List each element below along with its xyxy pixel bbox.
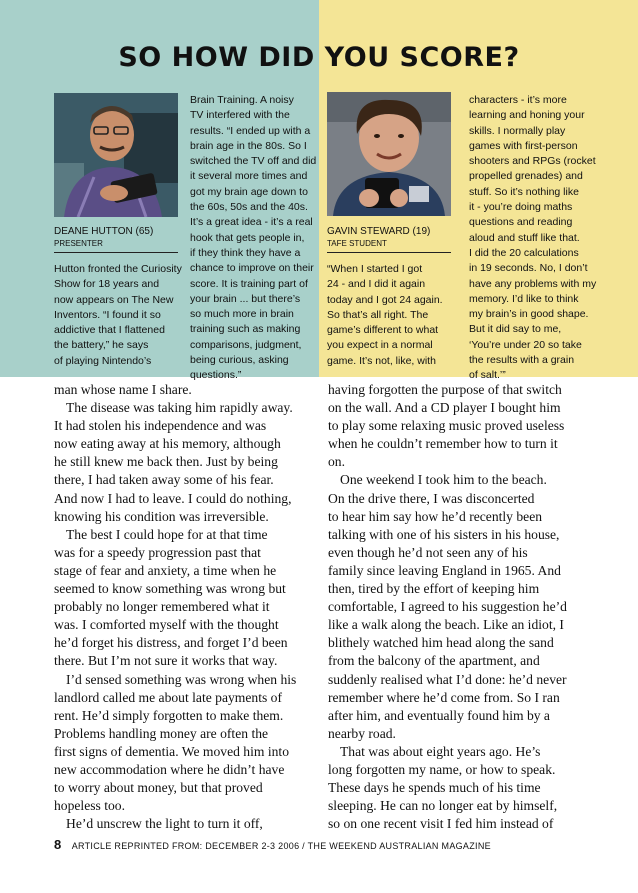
text-line: shooters and RPGs (rocket [469,155,596,168]
caption-divider [54,252,178,253]
text-line: results. “I ended up with a [190,124,311,137]
text-line: so on one recent visit I fed him instead of [328,816,554,832]
text-line: like a walk along the beach. Like an idiot, I [328,617,564,633]
headline: SO HOW DID YOU SCORE? [118,42,520,73]
text-line: of playing Nintendo’s [54,354,152,367]
text-line: questions and reading [469,216,573,229]
text-line: when he couldn’t remember how to turn it [328,436,558,452]
text-line: chance to improve on their [190,262,314,275]
text-line: in 19 seconds. No, I don’t [469,262,588,275]
text-line: game’s different to what [327,324,439,337]
text-line: the results with a grain [469,354,575,367]
text-line: to hear him say how he’d recently been [328,508,543,524]
text-line: brain age in the 80s. So I [190,139,307,152]
text-line: my brain’s in good shape. [469,308,589,321]
text-line: The disease was taking him rapidly away. [66,400,293,416]
text-line: hopeless too. [54,798,125,814]
text-line: first signs of dementia. We moved him into [54,743,290,759]
text-line: family since leaving England in 1965. And [328,562,561,578]
text-line: score. It is training part of [190,277,308,290]
text-line: stuff. So it’s nothing like [469,185,579,198]
text-line: so much more in brain [190,308,294,321]
text-line: games with first-person [469,139,578,152]
text-line: if they think they have a [190,246,301,259]
text-line: game. It’s not, like, with [327,354,436,367]
text-line: Inventors. “I found it so [54,308,161,321]
text-line: was. I comforted myself with the thought [54,617,279,633]
article-column-right [328,381,567,833]
text-line: I’d sensed something was wrong when his [66,671,297,687]
text-line: learning and honing your [469,109,585,122]
text-line: questions.” [190,369,242,382]
text-line: to play some relaxing music proved useless [328,418,565,434]
text-line: Show for 18 years and [54,278,160,291]
text-line: And now I had to leave. I could do nothing, [54,490,292,506]
text-line: It had stolen his independence and was [54,418,267,434]
footer-credit: ARTICLE REPRINTED FROM: DECEMBER 2-3 2006 / THE WEEKEND AUSTRALIAN MAGAZINE [71,841,491,851]
text-line: nearby road. [328,725,396,741]
text-line: the battery,” he says [54,339,149,352]
text-line: now appears on The New [54,293,174,306]
text-line: being curious, asking [190,354,289,367]
gavin-steward-name: GAVIN STEWARD (19) [327,226,431,237]
gavin-steward-role: TAFE STUDENT [327,239,387,248]
text-line: That was about eight years ago. He’s [340,743,541,759]
text-line: then, tired by the effort of keeping him [328,581,540,597]
text-line: on. [328,454,345,470]
text-line: The best I could hope for at that time [66,526,268,542]
text-line: your brain ... but there’s [190,292,301,305]
text-line: after him, and eventually found him by a [328,707,550,723]
text-line: was for a speedy progression past that [54,544,261,560]
text-line: there, I had taken away some of his fear. [54,472,274,488]
page-number: 8 [54,837,62,852]
gavin-steward-quote-continued [469,93,596,384]
text-line: he still knew me back then. Just by being [54,454,278,470]
deane-hutton-quote [190,93,316,384]
text-line: Brain Training. A noisy [190,94,294,106]
text-line: Hutton fronted the Curiosity [54,263,182,275]
gavin-steward-photo [327,92,451,216]
text-line: addictive that I flattened [54,324,165,337]
text-line: seemed to know something was wrong but [54,581,286,597]
text-line: man whose name I share. [54,382,192,397]
text-line: landlord called me about late payments of [54,689,282,705]
caption-divider [327,252,451,253]
text-line: to worry about money, but that proved [54,780,263,796]
text-line: He’d unscrew the light to turn it off, [66,816,263,832]
text-line: remember where he’d come from. So I ran [328,689,560,705]
text-line: sleeping. He can no longer eat by himself, [328,798,558,814]
text-line: have any problems with my [469,277,597,290]
text-line: characters - it’s more [469,94,567,106]
deane-hutton-photo [54,93,178,217]
text-line: of salt.’” [469,369,506,382]
text-line: comfortable, I agreed to his suggestion he’d [328,599,567,615]
text-line: now eating away at his memory, although [54,436,281,452]
page-footer [54,836,491,854]
text-line: propelled grenades) and [469,170,583,183]
text-line: it - you’re doing maths [469,201,573,214]
deane-hutton-intro [54,262,182,369]
text-line: 24 - and I did it again [327,278,426,291]
deane-hutton-role: PRESENTER [54,239,103,248]
text-line: aloud and stuff like that. [469,231,580,244]
text-line: training such as making [190,323,301,336]
text-line: you expect in a normal [327,339,433,352]
text-line: talking with one of his sisters in his house, [328,526,560,542]
text-line: “When I started I got [327,263,423,275]
text-line: knowing his condition was irreversible. [54,508,269,524]
deane-hutton-name: DEANE HUTTON (65) [54,226,154,237]
text-line: comparisons, judgment, [190,338,302,351]
text-line: stage of fear and anxiety, a time when he [54,562,277,578]
text-line: But it did say to me, [469,323,562,336]
text-line: skills. I normally play [469,124,566,137]
text-line: having forgotten the purpose of that switch [328,382,562,397]
text-line: on the wall. And a CD player I bought him [328,400,561,416]
text-line: blithely watched him head along the sand [328,635,554,651]
text-line: On the drive there, I was disconcerted [328,490,535,506]
text-line: suddenly realised what I’d done: he’d never [328,671,567,687]
text-line: TV interfered with the [190,109,290,122]
article-column-left [54,381,296,833]
text-line: It’s a great idea - it’s a real [190,216,313,229]
text-line: Problems handling money are often the [54,725,269,741]
text-line: These days he spends much of his time [328,780,541,796]
text-line: he’d forget his distress, and forget I’d been [54,635,288,651]
text-line: One weekend I took him to the beach. [340,472,547,488]
text-line: ‘You’re under 20 so take [469,338,582,351]
text-line: So that’s all right. The [327,308,429,321]
text-line: today and I got 24 again. [327,293,443,306]
text-line: switched the TV off and did [190,155,317,168]
text-line: there. But I’m not sure it works that way. [54,653,278,669]
text-line: even though he’d not seen any of his [328,544,528,560]
text-line: probably no longer remembered what it [54,599,270,615]
gavin-steward-quote-start [327,262,443,369]
text-line: the 60s, 50s and the 40s. [190,201,308,214]
text-line: new accommodation where he didn’t have [54,761,285,777]
text-line: long forgotten my name, or how to speak. [328,761,556,777]
text-line: rent. He’d simply forgotten to make them. [54,707,284,723]
text-line: from the balcony of the apartment, and [328,653,540,669]
text-line: it several more times and [190,170,308,183]
text-line: I did the 20 calculations [469,246,579,259]
text-line: hook that gets people in, [190,231,305,244]
text-line: memory. I’d like to think [469,292,579,305]
text-line: got my brain age down to [190,185,308,198]
